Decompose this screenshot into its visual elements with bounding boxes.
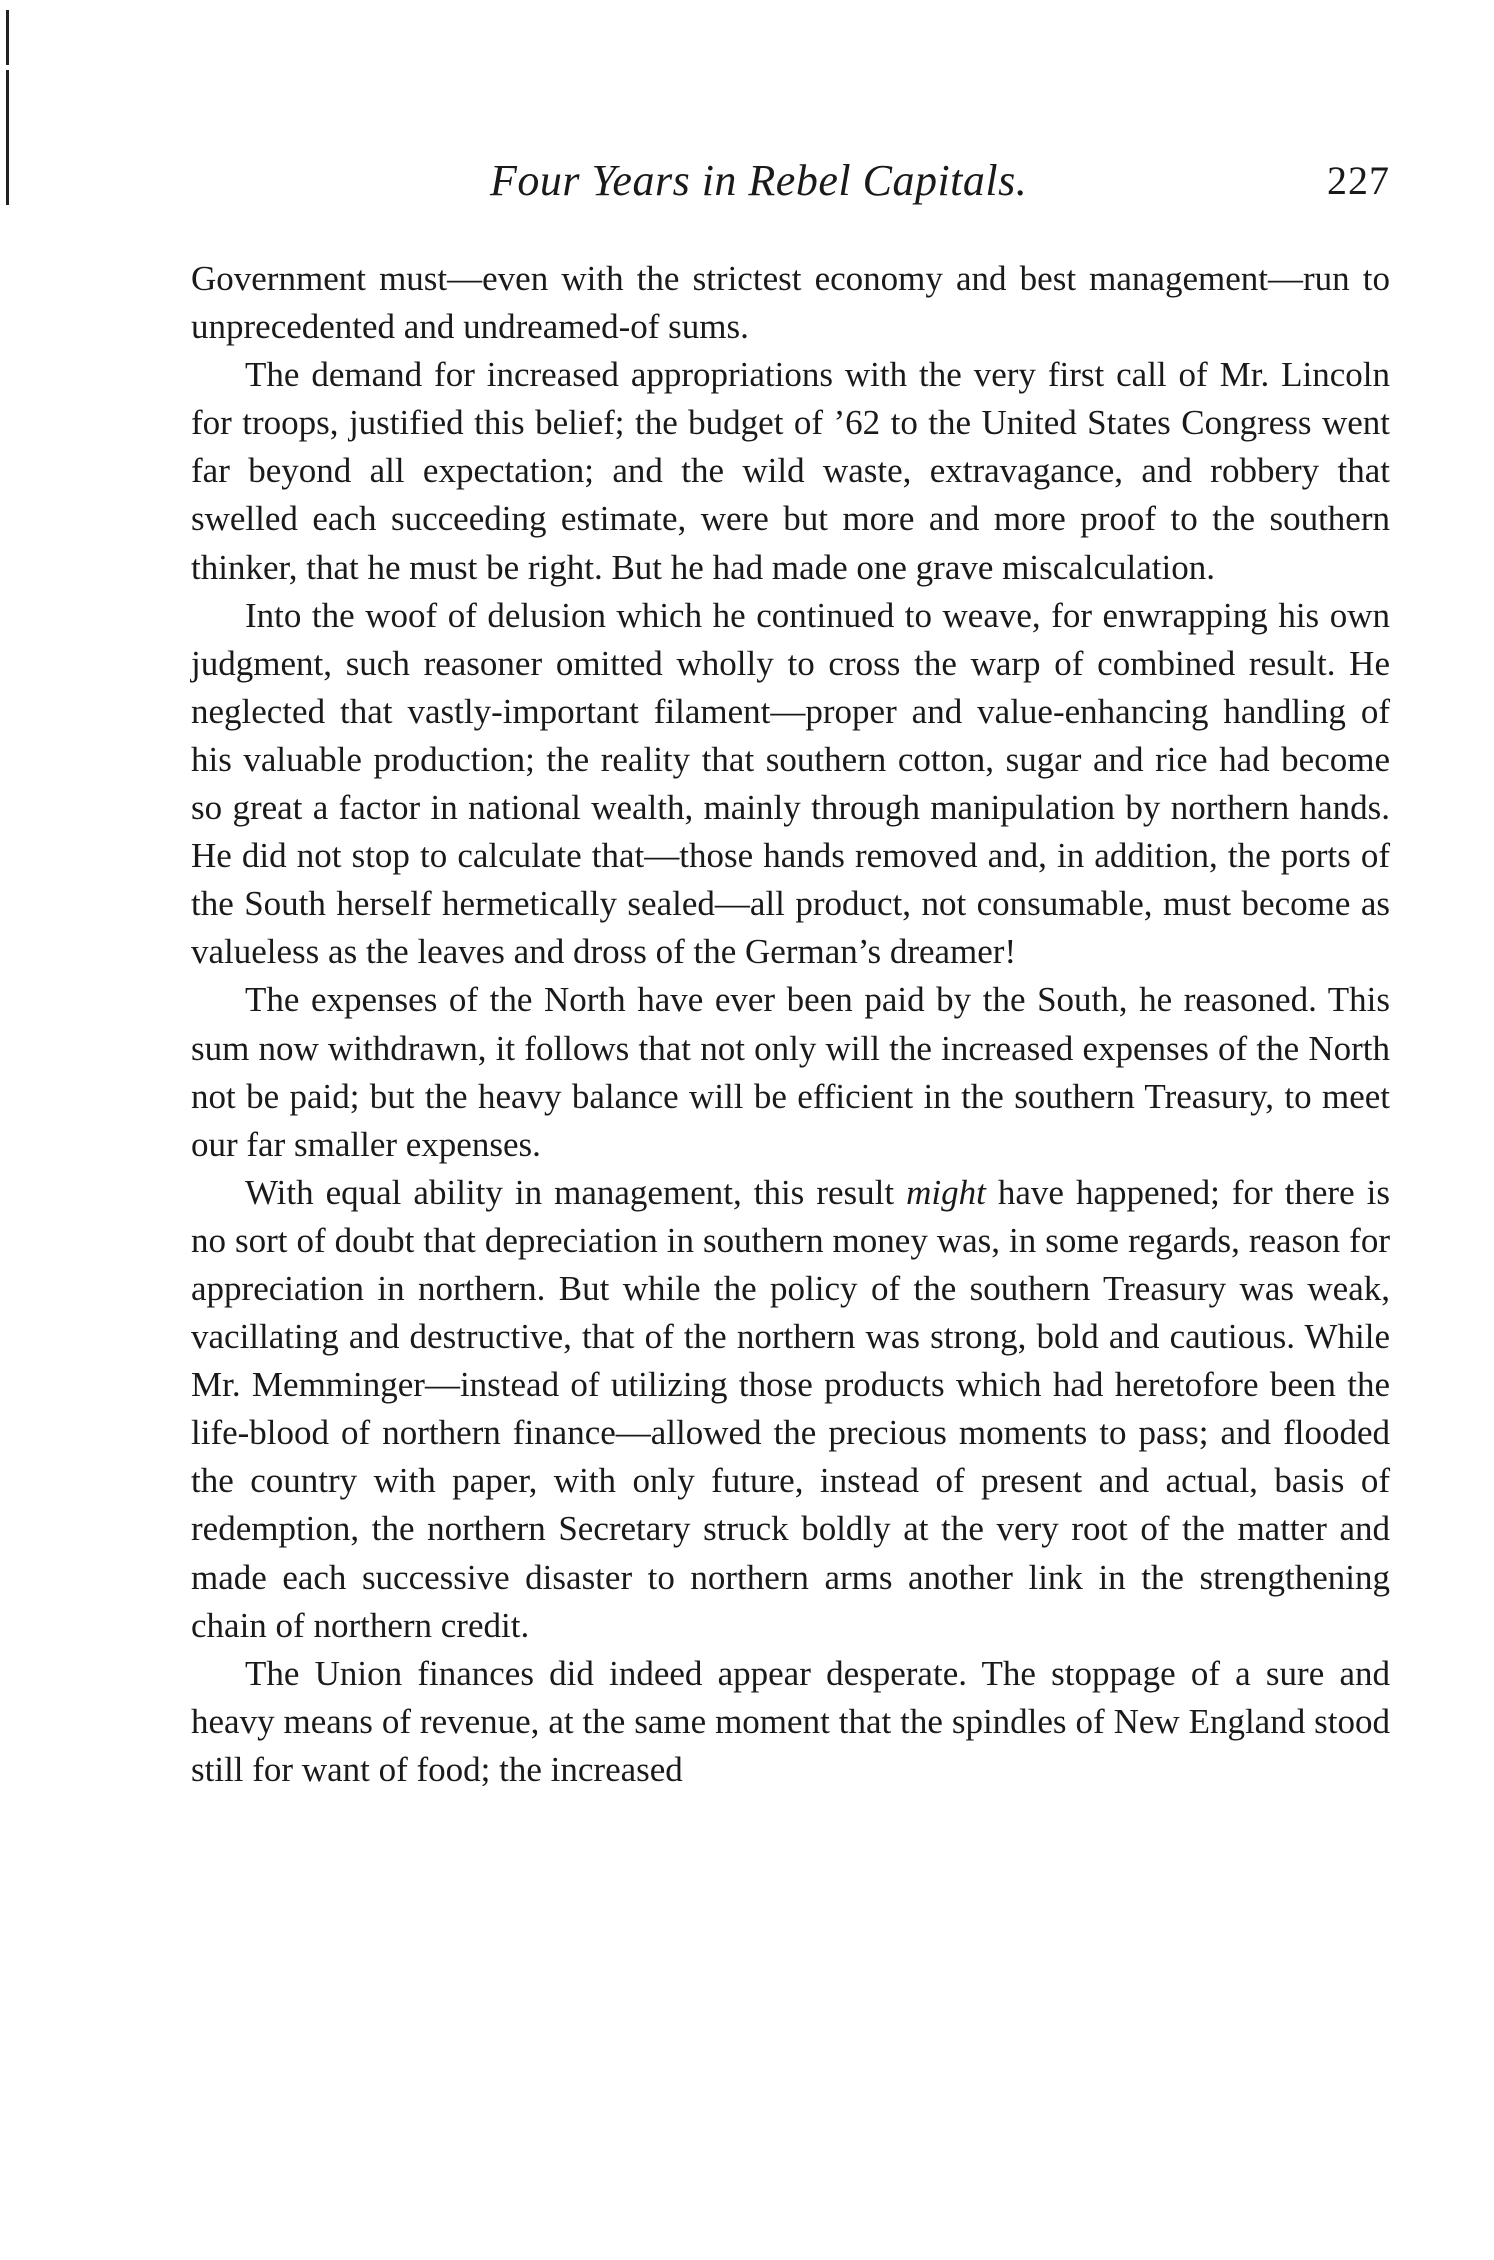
paragraph: The demand for increased appropriations with the very first call of Mr. Lincoln for troops, justified this belief; the budget of ’62 to the United States Congress went far beyond all expectation; and the wild waste, extravagance, and robbery that swelled each succeeding estimate, were but more and more proof to the southern thinker, that he must be right. But he had made one grave miscalculation. [191, 355, 1390, 587]
paragraph: Government must—even with the strictest economy and best management—run to unprecedented and undreamed-of sums. [191, 259, 1390, 347]
paragraph: The Union finances did indeed appear desperate. The stoppage of a sure and heavy means of revenue, at the same moment that the spindles of New England stood still for want of food; the increased [191, 1653, 1390, 1789]
paragraph [191, 1169, 1390, 1650]
paragraph: Into the woof of delusion which he continued to weave, for enwrapping his own judgment, such reasoner omitted wholly to cross the warp of combined result. He neglected that vastly-important filament—proper and value-enhancing handling of his valuable production; the reality that southern cotton, sugar and rice had become so great a factor in national wealth, mainly through manipulation by northern hands. He did not stop to calculate that—those hands removed and, in addition, the ports of the South herself hermetically sealed—all product, not consumable, must become as valueless as the leaves and dross of the German’s dreamer! [191, 595, 1390, 972]
running-head [190, 155, 1390, 215]
emphasized-word: might [906, 1172, 986, 1212]
paragraph: The expenses of the North have ever been paid by the South, he reasoned. This sum now withdrawn, it follows that not only will the increased expenses of the North not be paid; but the heavy balance will be efficient in the southern Treasury, to meet our far smaller expenses. [191, 980, 1390, 1164]
running-title: Four Years in Rebel Capitals. [490, 156, 1028, 205]
page-number: 227 [1327, 158, 1390, 203]
paragraph-text: have happened; for there is no sort of doubt that depreciation in southern money was, in some regards, reason for appreciation in northern. But while the policy of the southern Treasury was weak, vacillating and destructive, that of the northern was strong, bold and cautious. While Mr. Memminger—instead of utilizing those products which had heretofore been the life-blood of northern finance—allowed the precious moments to pass; and flooded the country with paper, with only future, instead of present and actual, basis of redemption, the northern Secretary struck boldly at the very root of the matter and made each successive disaster to northern arms another link in the strengthening chain of northern credit. [191, 1172, 1390, 1645]
paragraph-text: With equal ability in management, this result [245, 1172, 907, 1212]
body-text [191, 255, 1390, 1794]
